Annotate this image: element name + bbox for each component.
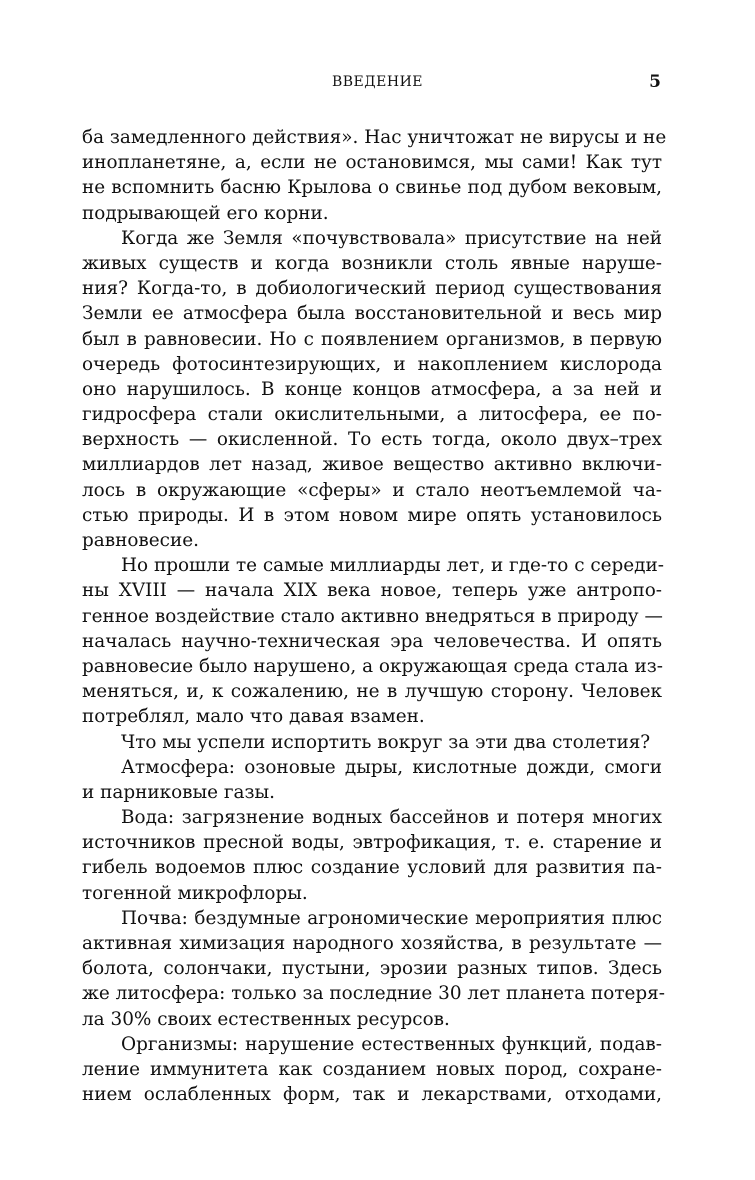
text-line: же литосфера: только за последние 30 лет планета потеря- xyxy=(82,983,665,1005)
text-line: началась научно-техническая эра человечества. И опять xyxy=(82,630,662,652)
text-line: Земли ее атмосфера была восстановительной и весь мир xyxy=(82,303,662,325)
text-line: стью природы. И в этом новом мире опять установилось xyxy=(82,504,662,526)
text-line: Что мы успели испортить вокруг за эти два столетия? xyxy=(121,731,651,753)
text-line: верхность — окисленной. То есть тогда, около двух–трех xyxy=(82,429,662,451)
text-line: генное воздействие стало активно внедряться в природу — xyxy=(82,605,663,627)
text-line: Почва: бездумные агрономические мероприятия плюс xyxy=(121,907,662,929)
text-line: ба замедленного действия». Нас уничтожат не вирусы и не xyxy=(82,127,667,148)
page-number: 5 xyxy=(649,72,661,92)
text-line: потреблял, мало что давая взамен. xyxy=(82,706,425,728)
body-text xyxy=(82,125,667,1107)
text-line: очередь фотосинтезирующих, и накоплением кислорода xyxy=(82,353,662,375)
text-line: меняться, и, к сожалению, не в лучшую сторону. Человек xyxy=(82,681,662,703)
text-line: подрывающей его корни. xyxy=(82,202,329,224)
running-head: ВВЕДЕНИЕ xyxy=(331,74,424,90)
text-line: источников пресной воды, эвтрофикация, т. е. старение и xyxy=(82,832,662,854)
text-line: миллиардов лет назад, живое вещество активно включи- xyxy=(82,454,662,476)
text-line: гибель водоемов плюс создание условий для развития па- xyxy=(82,857,662,879)
text-line: равновесие было нарушено, а окружающая среда стала из- xyxy=(82,655,663,677)
text-line: был в равновесии. Но с появлением организмов, в первую xyxy=(82,328,662,350)
text-line: ния? Когда-то, в добиологический период существования xyxy=(82,278,662,300)
text-line: Когда же Земля «почувствовала» присутствие на ней xyxy=(121,227,662,249)
text-line: ление иммунитета как созданием новых пород, сохране- xyxy=(82,1058,662,1080)
text-line: Вода: загрязнение водных бассейнов и потеря многих xyxy=(121,807,662,829)
text-line: ла 30% своих естественных ресурсов. xyxy=(82,1008,450,1030)
text-line: Атмосфера: озоновые дыры, кислотные дожди, смоги xyxy=(121,756,662,778)
text-line: оно нарушилось. В конце концов атмосфера, а за ней и xyxy=(82,378,662,400)
text-line: болота, солончаки, пустыни, эрозии разных типов. Здесь xyxy=(82,958,662,980)
text-line: активная химизация народного хозяйства, в результате — xyxy=(82,933,662,954)
text-line: Организмы: нарушение естественных функций, подав- xyxy=(121,1033,662,1055)
text-line: равновесие. xyxy=(82,530,199,551)
text-line: нием ослабленных форм, так и лекарствами, отходами, xyxy=(82,1084,662,1106)
text-line: инопланетяне, а, если не остановимся, мы сами! Как тут xyxy=(82,152,662,174)
text-line: не вспомнить басню Крылова о свинье под дубом вековым, xyxy=(82,177,662,199)
text-line: гидросфера стали окислительными, а литосфера, ее по- xyxy=(82,404,662,426)
text-line: тогенной микрофлоры. xyxy=(82,882,308,904)
text-line: Но прошли те самые миллиарды лет, и где-то с середи- xyxy=(121,555,664,577)
text-line: живых существ и когда возникли столь явные наруше- xyxy=(82,252,662,274)
text-line: лось в окружающие «сферы» и стало неотъемлемой ча- xyxy=(82,479,662,501)
text-line: ны XVIII — начала XIX века новое, теперь уже антропо- xyxy=(82,580,662,602)
text-line: и парниковые газы. xyxy=(82,781,276,803)
